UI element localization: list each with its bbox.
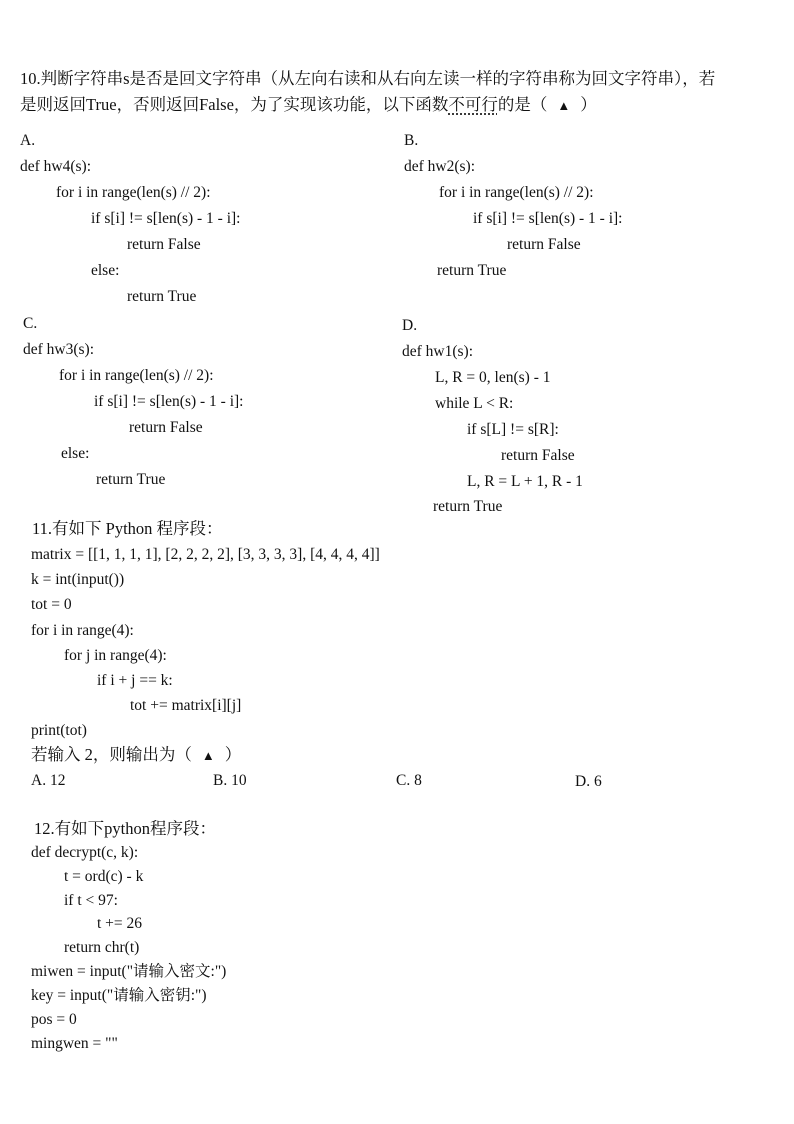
code-line: if s[i] != s[len(s) - 1 - i]:: [94, 393, 244, 410]
code-line: while L < R:: [435, 395, 514, 412]
code-line: for i in range(len(s) // 2):: [59, 367, 214, 384]
code-line: return True: [127, 288, 197, 305]
code-line: return True: [433, 498, 503, 515]
code-line: def decrypt(c, k):: [31, 844, 139, 861]
code-line: if s[i] != s[len(s) - 1 - i]:: [473, 210, 623, 227]
code-line: return False: [127, 236, 201, 253]
q11-choice-c: C. 8: [396, 772, 422, 789]
q10-stem-suffix: 的是（: [497, 95, 548, 114]
code-line: for i in range(4):: [31, 622, 134, 639]
q11-choice-b: B. 10: [213, 772, 247, 789]
q11-question-text: 若输入 2，则输出为（: [31, 745, 192, 764]
q10-option-b-label: B.: [404, 132, 419, 149]
code-line: t = ord(c) - k: [64, 868, 144, 885]
code-line: return False: [507, 236, 581, 253]
code-line: return True: [437, 262, 507, 279]
q11-title: 11.有如下 Python 程序段：: [32, 519, 223, 538]
q10-option-a-label: A.: [20, 132, 36, 149]
code-line: return True: [96, 471, 166, 488]
code-line: L, R = L + 1, R - 1: [467, 473, 583, 490]
code-line: def hw1(s):: [402, 343, 474, 360]
answer-blank-triangle-icon: ▲: [201, 748, 215, 763]
code-line: return False: [501, 447, 575, 464]
code-line: for i in range(len(s) // 2):: [439, 184, 594, 201]
q10-stem-prefix: 是则返回True，否则返回False，为了实现该功能，以下函数: [20, 95, 449, 114]
code-line: if s[i] != s[len(s) - 1 - i]:: [91, 210, 241, 227]
code-line: def hw4(s):: [20, 158, 92, 175]
q10-option-d-label: D.: [402, 317, 418, 334]
q10-option-c-label: C.: [23, 315, 38, 332]
code-line: for i in range(len(s) // 2):: [56, 184, 211, 201]
code-line: key = input("请输入密钥:"): [31, 987, 207, 1004]
code-line: if i + j == k:: [97, 672, 173, 689]
code-line: def hw3(s):: [23, 341, 95, 358]
code-line: else:: [61, 445, 90, 462]
code-line: if s[L] != s[R]:: [467, 421, 559, 438]
code-line: matrix = [[1, 1, 1, 1], [2, 2, 2, 2], [3, 3, 3, 3], [4, 4, 4, 4]]: [31, 546, 380, 563]
answer-blank-triangle-icon: ▲: [557, 98, 571, 113]
q11-close-paren: ）: [224, 745, 242, 764]
code-line: k = int(input()): [31, 571, 125, 588]
q10-stem-line-1: 10.判断字符串s是否是回文字符串（从左向右读和从右向左读一样的字符串称为回文字符串），若: [20, 69, 716, 88]
q12-title: 12.有如下python程序段：: [34, 819, 216, 838]
code-line: tot += matrix[i][j]: [130, 697, 242, 714]
code-line: return False: [129, 419, 203, 436]
code-line: def hw2(s):: [404, 158, 476, 175]
code-line: miwen = input("请输入密文:"): [31, 963, 227, 980]
code-line: t += 26: [97, 915, 143, 932]
q10-emphasis: 不可行: [448, 95, 498, 114]
code-line: print(tot): [31, 722, 87, 739]
code-line: if t < 97:: [64, 892, 118, 909]
q10-stem-line-2: [20, 95, 597, 116]
code-line: pos = 0: [31, 1011, 77, 1028]
q11-choice-d: D. 6: [575, 773, 602, 790]
code-line: tot = 0: [31, 596, 72, 613]
q11-question: [31, 745, 241, 766]
code-line: else:: [91, 262, 120, 279]
q11-choice-a: A. 12: [31, 772, 66, 789]
code-line: mingwen = "": [31, 1035, 118, 1052]
q10-close-paren: ）: [580, 95, 597, 114]
code-line: return chr(t): [64, 939, 140, 956]
code-line: L, R = 0, len(s) - 1: [435, 369, 551, 386]
code-line: for j in range(4):: [64, 647, 167, 664]
